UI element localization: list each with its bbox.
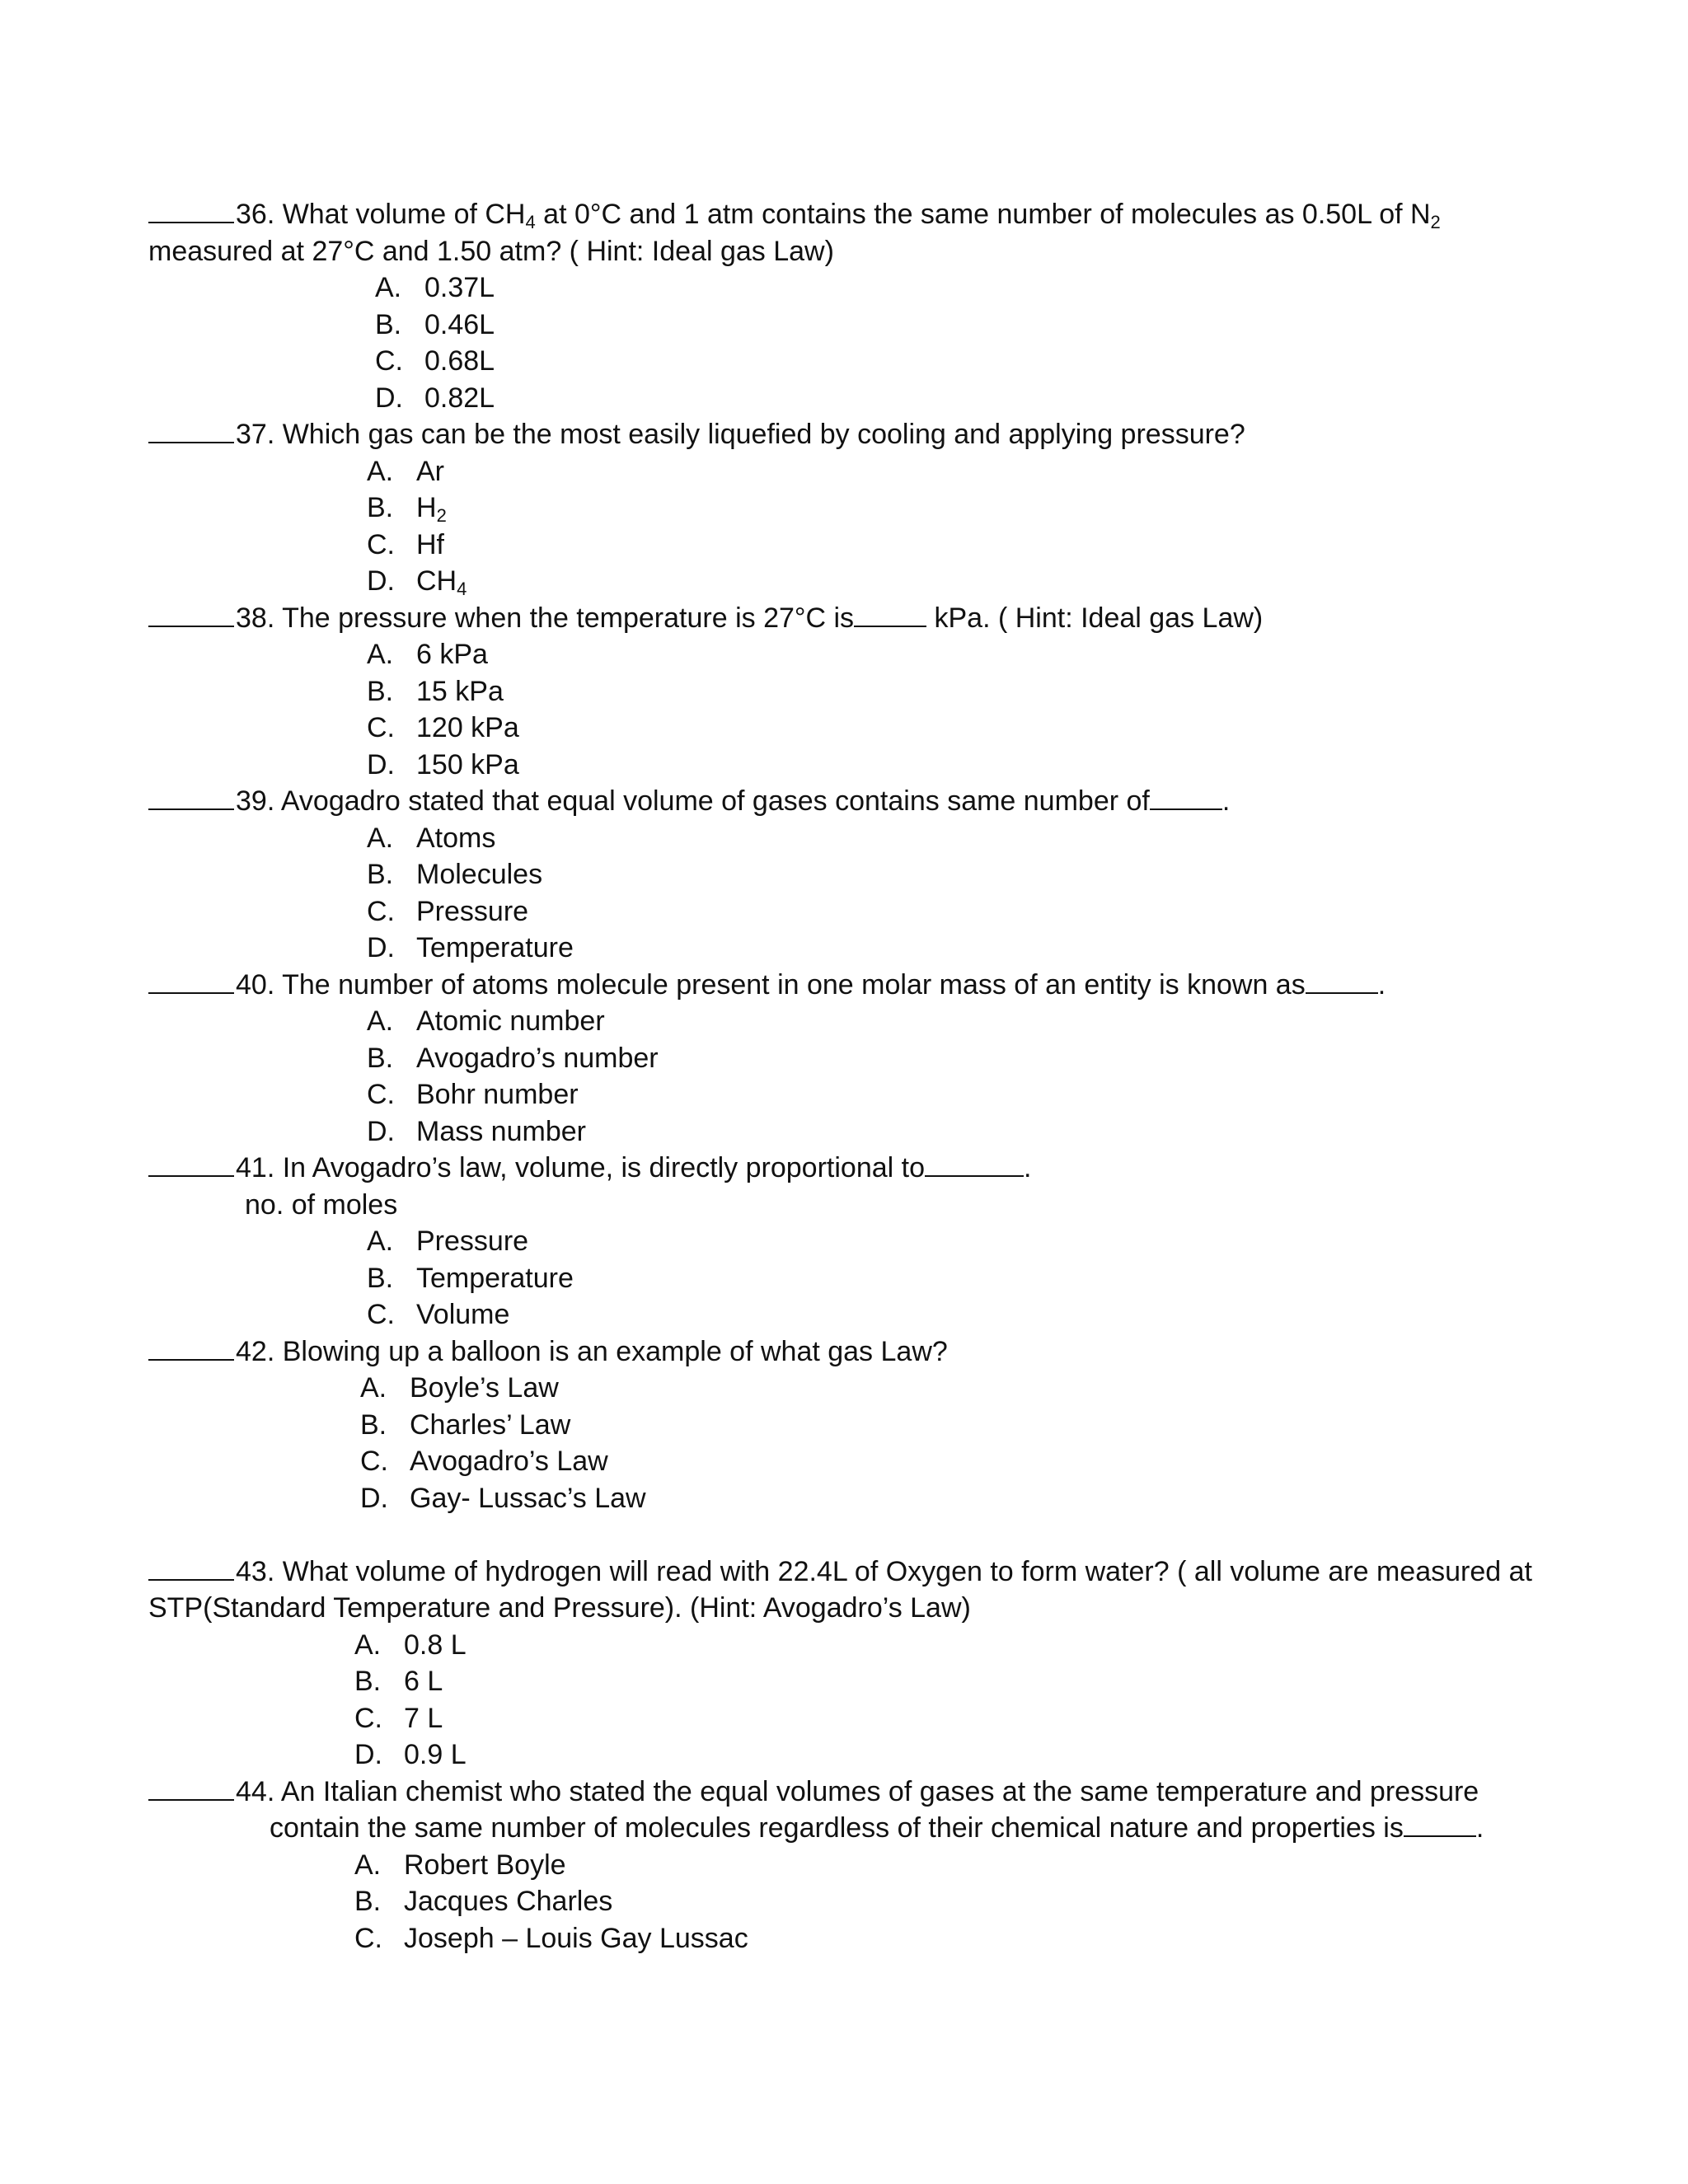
question-number: 42. [236, 1336, 275, 1367]
question-44-line-2: contain the same number of molecules regardless of their chemical nature and properties is . [270, 1812, 1484, 1844]
option-37-c: C. Hf [367, 529, 444, 560]
option-38-c: C. 120 kPa [367, 712, 519, 743]
question-36-line-2: measured at 27°C and 1.50 atm? ( Hint: Ideal gas Law) [148, 236, 834, 267]
question-38 [148, 600, 1263, 636]
question-43 [148, 1554, 1532, 1590]
option-40-c: C. Bohr number [367, 1079, 579, 1110]
question-text: What volume of hydrogen will read with 22.4L of Oxygen to form water? ( all volume are measured at [282, 1556, 1532, 1587]
option-43-a: A. 0.8 L [354, 1629, 467, 1661]
option-36-b: B. 0.46L [375, 309, 495, 340]
question-number: 38. [236, 602, 275, 634]
option-39-b: B. Molecules [367, 859, 543, 890]
question-number: 39. [236, 785, 275, 817]
question-number: 44. [236, 1776, 275, 1807]
option-36-a: A. 0.37L [375, 272, 495, 303]
option-44-b: B. Jacques Charles [354, 1886, 613, 1917]
option-42-d: D. Gay- Lussac’s Law [360, 1483, 646, 1514]
answer-blank-36[interactable] [148, 197, 234, 223]
fill-in-blank[interactable] [925, 1151, 1024, 1177]
question-number: 40. [236, 969, 275, 1001]
option-37-d: D. $CH_4$ [367, 565, 467, 599]
handwritten-answer-41: no. of moles [245, 1189, 398, 1221]
option-36-d: D. 0.82L [375, 382, 495, 414]
option-41-a: A. Pressure [367, 1226, 529, 1257]
answer-blank-38[interactable] [148, 601, 234, 627]
question-36 [148, 196, 1441, 232]
option-44-a: A. Robert Boyle [354, 1849, 566, 1881]
question-37 [148, 416, 1245, 452]
question-text: The number of atoms molecule present in one molar mass of an entity is known as . [282, 969, 1386, 1001]
question-text: The pressure when the temperature is 27°C is kPa. ( Hint: Ideal gas Law) [282, 602, 1264, 634]
option-39-c: C. Pressure [367, 896, 529, 927]
answer-blank-40[interactable] [148, 968, 234, 994]
question-text: Avogadro stated that equal volume of gases contains same number of . [280, 785, 1231, 817]
option-40-b: B. Avogadro’s number [367, 1043, 659, 1074]
option-43-c: C. 7 L [354, 1703, 443, 1734]
question-number: 41. [236, 1152, 275, 1183]
answer-blank-44[interactable] [148, 1774, 234, 1801]
question-39 [148, 783, 1230, 819]
option-44-c: C. Joseph – Louis Gay Lussac [354, 1923, 748, 1954]
answer-blank-39[interactable] [148, 784, 234, 810]
option-41-b: B. Temperature [367, 1263, 574, 1294]
option-42-b: B. Charles’ Law [360, 1409, 571, 1441]
option-39-a: A. Atoms [367, 823, 496, 854]
option-38-d: D. 150 kPa [367, 749, 519, 780]
fill-in-blank[interactable] [1306, 968, 1378, 994]
option-38-a: A. 6 kPa [367, 639, 488, 670]
question-number: 36. [236, 199, 275, 230]
option-38-b: B. 15 kPa [367, 676, 504, 707]
option-43-b: B. 6 L [354, 1666, 443, 1697]
question-44 [148, 1774, 1479, 1810]
question-number: 43. [236, 1556, 275, 1587]
question-text: Blowing up a balloon is an example of what gas Law? [282, 1336, 948, 1367]
question-text: An Italian chemist who stated the equal volumes of gases at the same temperature and pressure [280, 1776, 1479, 1807]
option-43-d: D. 0.9 L [354, 1739, 467, 1770]
option-42-c: C. Avogadro’s Law [360, 1446, 608, 1477]
option-36-c: C. 0.68L [375, 345, 495, 377]
option-39-d: D. Temperature [367, 932, 574, 963]
fill-in-blank[interactable] [854, 601, 926, 627]
answer-blank-43[interactable] [148, 1554, 234, 1581]
fill-in-blank[interactable] [1404, 1811, 1476, 1837]
answer-blank-42[interactable] [148, 1334, 234, 1361]
question-text: Which gas can be the most easily liquefied by cooling and applying pressure? [282, 419, 1245, 450]
fill-in-blank[interactable] [1150, 784, 1222, 810]
option-40-a: A. Atomic number [367, 1005, 605, 1037]
question-number: 37. [236, 419, 275, 450]
answer-blank-41[interactable] [148, 1151, 234, 1177]
question-41 [148, 1150, 1031, 1186]
question-text: In Avogadro’s law, volume, is directly proportional to . [282, 1152, 1032, 1183]
question-43-line-2: STP(Standard Temperature and Pressure). (Hint: Avogadro’s Law) [148, 1592, 971, 1624]
question-text: What volume of $CH_4$ at 0°C and 1 atm contains the same number of molecules as 0.50L of $N_2$ [282, 199, 1441, 232]
option-40-d: D. Mass number [367, 1116, 586, 1147]
option-42-a: A. Boyle’s Law [360, 1372, 559, 1404]
option-37-b: B. $H_2$ [367, 492, 447, 526]
question-40 [148, 967, 1386, 1003]
option-41-c: C. Volume [367, 1299, 510, 1330]
answer-blank-37[interactable] [148, 417, 234, 443]
question-42 [148, 1333, 948, 1370]
option-37-a: A. Ar [367, 456, 444, 487]
